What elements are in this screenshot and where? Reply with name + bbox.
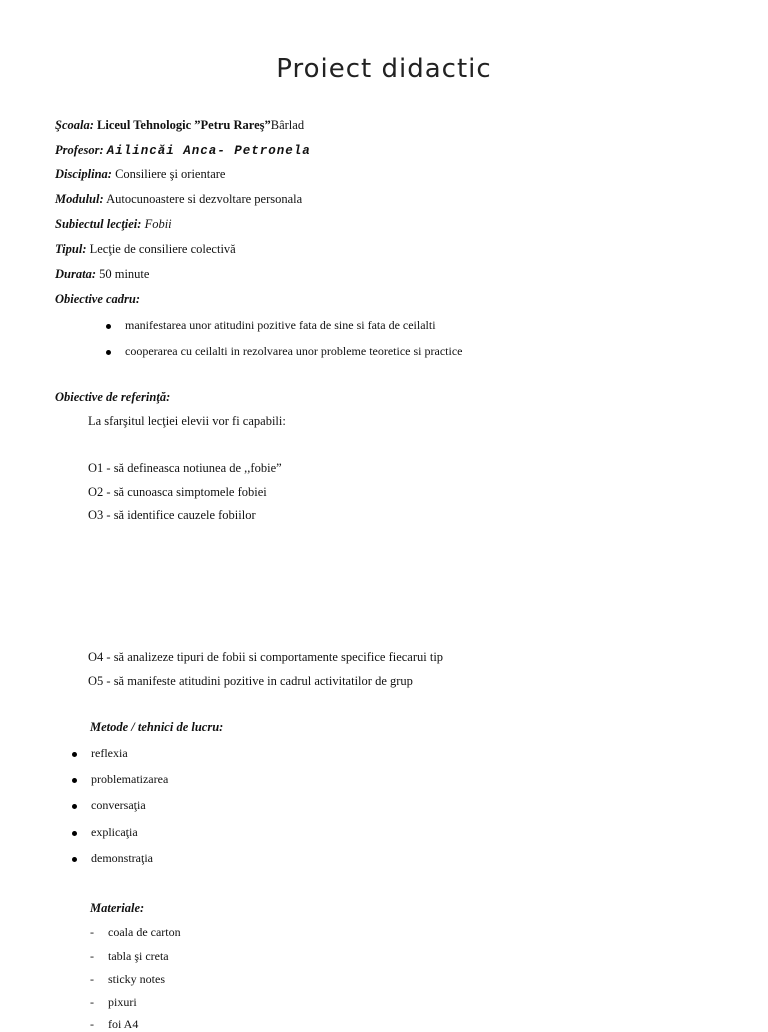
bullet-icon <box>106 350 111 355</box>
list-item: - foi A4 <box>90 1017 139 1031</box>
dash-icon: - <box>90 1017 94 1031</box>
list-item: cooperarea cu ceilalti in rezolvarea unor probleme teoretice si practice <box>106 344 462 359</box>
modulul-line <box>55 192 302 207</box>
list-item: - pixuri <box>90 995 137 1009</box>
tipul-line <box>55 242 236 257</box>
list-item: explicaţia <box>72 825 138 840</box>
objective-o3: O3 - să identifice cauzele fobiilor <box>88 508 256 522</box>
list-item: - tabla şi creta <box>90 949 169 963</box>
bullet-icon <box>72 831 77 836</box>
scoala-value: Liceul Tehnologic ”Petru Rareş” <box>97 118 271 132</box>
disciplina-label: Disciplina: <box>55 167 112 181</box>
bullet-icon <box>72 804 77 809</box>
subiect-label: Subiectul lecţiei: <box>55 217 142 231</box>
objective-o4: O4 - să analizeze tipuri de fobii si comportamente specifice fiecarui tip <box>88 650 444 664</box>
profesor-line <box>55 143 311 158</box>
bullet-icon <box>106 324 111 329</box>
disciplina-value: Consiliere şi orientare <box>115 167 226 181</box>
page-title: Proiect didactic <box>276 54 492 84</box>
metode-label: Metode / tehnici de lucru: <box>90 720 224 734</box>
modulul-label: Modulul: <box>55 192 104 206</box>
obiective-cadru-label: Obiective cadru: <box>55 292 141 306</box>
list-item: demonstraţia <box>72 851 153 866</box>
obiective-intro: La sfarşitul lecţiei elevii vor fi capabili: <box>88 414 286 428</box>
scoala-city: Bârlad <box>270 118 305 132</box>
profesor-label: Profesor: <box>55 143 104 157</box>
dash-icon: - <box>90 925 94 939</box>
objective-o2: O2 - să cunoasca simptomele fobiei <box>88 485 267 499</box>
durata-value: 50 minute <box>99 267 150 281</box>
dash-icon: - <box>90 972 94 986</box>
durata-label: Durata: <box>55 267 96 281</box>
list-item: - sticky notes <box>90 972 165 986</box>
list-item: - coala de carton <box>90 925 181 939</box>
obiective-referinta-label: Obiective de referinţă: <box>55 390 171 404</box>
bullet-icon <box>72 857 77 862</box>
scoala-label: Şcoala: <box>55 118 94 132</box>
tipul-value: Lecţie de consiliere colectivă <box>89 242 236 256</box>
tipul-label: Tipul: <box>55 242 87 256</box>
scoala-line <box>55 118 304 133</box>
objective-o1: O1 - să defineasca notiunea de ,,fobie” <box>88 461 282 475</box>
list-item: manifestarea unor atitudini pozitive fata de sine si fata de ceilalti <box>106 318 436 333</box>
objective-o5: O5 - să manifeste atitudini pozitive in cadrul activitatilor de grup <box>88 674 413 688</box>
list-item: reflexia <box>72 746 128 761</box>
list-item: problematizarea <box>72 772 168 787</box>
dash-icon: - <box>90 995 94 1009</box>
subiect-value: Fobii <box>144 217 172 231</box>
disciplina-line <box>55 167 225 182</box>
profesor-value: Ailincăi Anca- Petronela <box>106 144 311 158</box>
subiect-line <box>55 217 172 232</box>
bullet-icon <box>72 778 77 783</box>
materiale-label: Materiale: <box>90 901 145 915</box>
durata-line <box>55 267 149 282</box>
dash-icon: - <box>90 949 94 963</box>
list-item: conversaţia <box>72 798 146 813</box>
modulul-value: Autocunoastere si dezvoltare personala <box>106 192 303 206</box>
bullet-icon <box>72 752 77 757</box>
